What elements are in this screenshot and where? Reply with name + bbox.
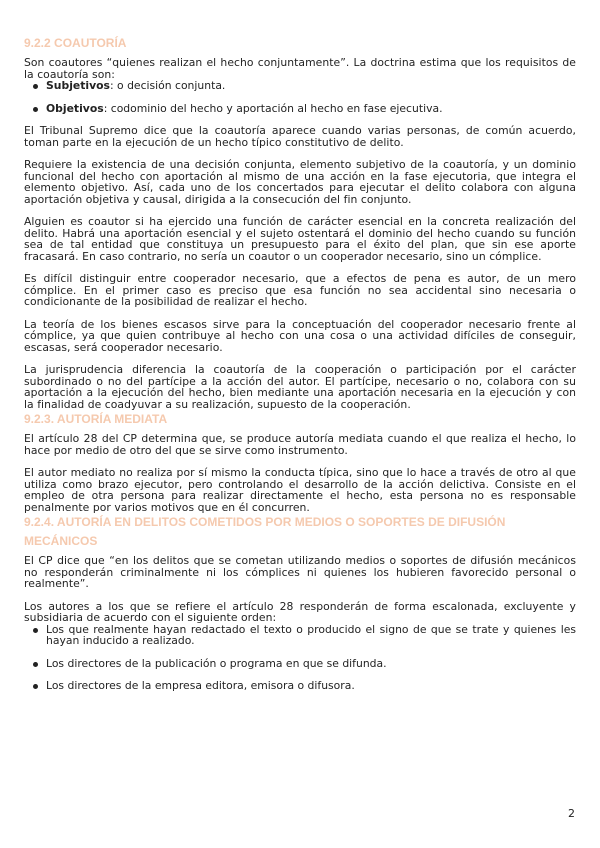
list-item [24, 80, 576, 92]
paragraph: El artículo 28 del CP determina que, se produce autoría mediata cuando el que realiza el hecho, lo hace por medio de otro del que se sirve como instrumento. [24, 432, 576, 457]
list-item: Los directores de la publicación o programa en que se difunda. [24, 658, 576, 670]
req-objetivos-label: Objetivos [46, 101, 104, 115]
paragraph: Los autores a los que se refiere el artículo 28 responderán de forma escalonada, excluyente y subsidiaria de acuerdo con el siguiente orden: [24, 599, 576, 624]
heading-autoria-mediata: 9.2.3. AUTORÍA MEDIATA [24, 412, 168, 426]
list-item: Los directores de la empresa editora, emisora o difusora. [24, 680, 576, 692]
paragraph: La jurisprudencia diferencia la coautoría de la cooperación o participación por el carácter subordinado o no del partícipe a la acción del autor. El partícipe, necesario o no, colabora con su aportación a la ejecución del hecho, bien mediante una aportación necesaria en la ejecución y con la finalidad de coadyuvar a su realización, supuesto de la cooperación. [24, 363, 576, 411]
paragraph: La teoría de los bienes escasos sirve para la conceptuación del cooperador necesario frente al cómplice, ya que quien contribuye al hecho con una cosa o una actividad difíciles de conseguir, escasas, será cooperador necesario. [24, 317, 576, 354]
req-subjetivos-text: : o decisión conjunta. [109, 79, 226, 92]
list-item: Los que realmente hayan redactado el texto o producido el signo de que se trate y quienes les hayan inducido a realizado. [24, 624, 576, 647]
order-list [24, 624, 576, 692]
paragraph: Alguien es coautor si ha ejercido una función de carácter esencial en la concreta realización del delito. Habrá una aportación esencial y el sujeto ostentará el dominio del hecho cuando su función sea de tal entidad que constituya un presupuesto para el éxito del plan, que sin ese aporte fracasará. En caso contrario, no sería un coautor o un cooperador necesario, sino un cómplice. [24, 215, 576, 263]
paragraph: El CP dice que “en los delitos que se cometan utilizando medios o soportes de difusión mecánicos no responderán criminalmente ni los cómplices ni quienes los hubieren favorecido personal o realmente”. [24, 554, 576, 590]
requirements-list [24, 80, 576, 114]
paragraph: Es difícil distinguir entre cooperador necesario, que a efectos de pena es autor, de un mero cómplice. En el primer caso es preciso que esa función no sea accidental sino necesaria o condicionante de la posibilidad de realizar el hecho. [24, 272, 576, 308]
paragraph: El autor mediato no realiza por sí mismo la conducta típica, sino que lo hace a través de otro al que utiliza como brazo ejecutor, pero controlando el desarrollo de la acción delictiva. Consiste en el empleo de otra persona para realizar directamente el hecho, esta persona no es responsable penalmente por varios motivos que en él concurren. [24, 466, 576, 514]
page-content [24, 34, 576, 692]
heading-autoria-medios: 9.2.4. AUTORÍA EN DELITOS COMETIDOS POR MEDIOS O SOPORTES DE DIFUSIÓN MECÁNICOS [24, 515, 506, 548]
req-objetivos-text: : codominio del hecho y aportación al hecho en fase ejecutiva. [103, 101, 443, 115]
heading-coautoria: 9.2.2 COAUTORÍA [24, 36, 127, 50]
paragraph: Requiere la existencia de una decisión conjunta, elemento subjetivo de la coautoría, y un dominio funcional del hecho con aportación al mismo de una acción en la fase ejecutoria, que integra el elemento objetivo. Así, cada uno de los concertados para ejecutar el delito colabora con alguna aportación objetiva y causal, dirigida a la consecución del fin conjunto. [24, 158, 576, 206]
page-number: 2 [568, 807, 575, 820]
list-item [24, 103, 576, 115]
coautoria-intro: Son coautores “quienes realizan el hecho conjuntamente”. La doctrina estima que los requisitos de la coautoría son: [24, 56, 576, 81]
paragraph: El Tribunal Supremo dice que la coautoría aparece cuando varias personas, de común acuerdo, toman parte en la ejecución de un hecho típico constitutivo de delito. [24, 124, 576, 149]
req-subjetivos-label: Subjetivos [46, 79, 110, 92]
